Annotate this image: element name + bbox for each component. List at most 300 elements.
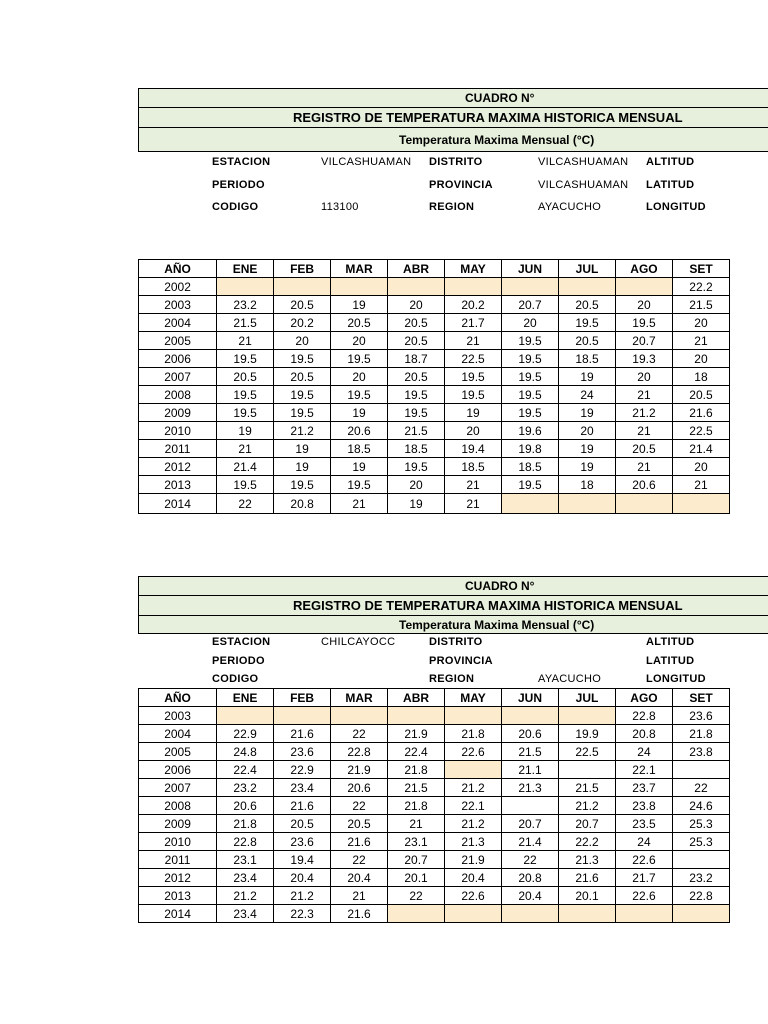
table-row: [139, 440, 730, 458]
value-cell: 19.3: [615, 350, 672, 368]
value-cell: [331, 278, 388, 296]
value-cell: 19.5: [274, 350, 331, 368]
value-cell: 21: [217, 440, 274, 458]
value-cell: 20.4: [331, 869, 388, 887]
value-cell: [672, 761, 729, 779]
value-cell: 21.1: [502, 761, 559, 779]
value-cell: 20.1: [559, 887, 616, 905]
year-cell: 2003: [139, 296, 217, 314]
value-cell: 20.5: [559, 332, 616, 350]
periodo-label: PERIODO: [212, 179, 265, 191]
value-cell: [502, 707, 559, 725]
value-cell: 20.5: [331, 815, 388, 833]
value-cell: 20.5: [672, 386, 729, 404]
value-cell: 18.5: [331, 440, 388, 458]
year-cell: 2005: [139, 743, 217, 761]
value-cell: [388, 707, 445, 725]
value-cell: [445, 278, 502, 296]
value-cell: 20: [559, 422, 616, 440]
value-cell: 24: [559, 386, 616, 404]
value-cell: 21.7: [615, 869, 672, 887]
cuadro-label: CUADRO N°: [465, 91, 535, 105]
value-cell: 21: [672, 476, 729, 494]
value-cell: 21.8: [445, 725, 502, 743]
value-cell: 19: [331, 296, 388, 314]
value-cell: 21.5: [672, 296, 729, 314]
year-cell: 2010: [139, 833, 217, 851]
year-cell: 2007: [139, 779, 217, 797]
value-cell: 20: [502, 314, 559, 332]
provincia-value: VILCASHUAMAN: [538, 179, 629, 191]
table-row: [139, 851, 730, 869]
longitud-label: LONGITUD: [646, 673, 706, 685]
value-cell: 21.6: [274, 725, 331, 743]
value-cell: 19.5: [274, 404, 331, 422]
year-cell: 2008: [139, 386, 217, 404]
value-cell: 21.8: [672, 725, 729, 743]
value-cell: [274, 707, 331, 725]
year-cell: 2006: [139, 350, 217, 368]
table-header-row: [139, 260, 730, 278]
value-cell: 22: [502, 851, 559, 869]
year-cell: 2009: [139, 404, 217, 422]
value-cell: 20.5: [217, 368, 274, 386]
station-block-chilcayocc: [138, 576, 768, 936]
provincia-label: PROVINCIA: [429, 655, 493, 667]
table-row: [139, 779, 730, 797]
value-cell: [672, 851, 729, 869]
value-cell: 22: [217, 494, 274, 514]
value-cell: 21.8: [388, 761, 445, 779]
year-cell: 2007: [139, 368, 217, 386]
value-cell: 19: [445, 404, 502, 422]
value-cell: 19.5: [274, 476, 331, 494]
value-cell: 22.8: [615, 707, 672, 725]
value-cell: 21.2: [559, 797, 616, 815]
value-cell: 20.5: [274, 815, 331, 833]
value-cell: 23.1: [217, 851, 274, 869]
value-cell: 21.2: [615, 404, 672, 422]
value-cell: [445, 761, 502, 779]
value-cell: 20.6: [615, 476, 672, 494]
value-cell: 23.8: [672, 743, 729, 761]
value-cell: [559, 278, 616, 296]
value-cell: 22.5: [445, 350, 502, 368]
region-label: REGION: [429, 201, 475, 213]
value-cell: 22: [672, 779, 729, 797]
value-cell: 23.4: [217, 869, 274, 887]
value-cell: 19.5: [502, 386, 559, 404]
value-cell: 18.5: [559, 350, 616, 368]
value-cell: 19: [331, 458, 388, 476]
value-cell: 21.5: [217, 314, 274, 332]
value-cell: 21: [615, 422, 672, 440]
value-cell: 22.4: [217, 761, 274, 779]
column-header-mar: MAR: [331, 689, 388, 707]
value-cell: 23.6: [274, 833, 331, 851]
column-header-year: AÑO: [139, 260, 217, 278]
data-table: [138, 688, 730, 923]
value-cell: 21: [331, 494, 388, 514]
column-header-abr: ABR: [388, 689, 445, 707]
value-cell: [502, 278, 559, 296]
value-cell: [615, 905, 672, 923]
value-cell: 20: [388, 476, 445, 494]
periodo-label: PERIODO: [212, 655, 265, 667]
value-cell: 21.4: [502, 833, 559, 851]
value-cell: 21: [445, 476, 502, 494]
estacion-label: ESTACION: [212, 636, 271, 648]
title-row: [138, 107, 768, 127]
value-cell: 20: [388, 296, 445, 314]
value-cell: 19: [559, 458, 616, 476]
cuadro-label: CUADRO N°: [465, 579, 535, 593]
value-cell: 20.4: [274, 869, 331, 887]
table-title: REGISTRO DE TEMPERATURA MAXIMA HISTORICA MENSUAL: [293, 110, 683, 125]
value-cell: 23.6: [672, 707, 729, 725]
year-cell: 2008: [139, 797, 217, 815]
value-cell: 20: [672, 314, 729, 332]
value-cell: [502, 494, 559, 514]
year-cell: 2011: [139, 851, 217, 869]
value-cell: 23.2: [672, 869, 729, 887]
table-row: [139, 278, 730, 296]
table-row: [139, 725, 730, 743]
value-cell: 21.4: [672, 440, 729, 458]
table-row: [139, 422, 730, 440]
value-cell: 22.9: [274, 761, 331, 779]
value-cell: [559, 707, 616, 725]
value-cell: 20.2: [274, 314, 331, 332]
table-row: [139, 797, 730, 815]
value-cell: 18.5: [388, 440, 445, 458]
value-cell: 22.5: [559, 743, 616, 761]
latitud-label: LATITUD: [646, 179, 695, 191]
subtitle-row: [138, 127, 768, 152]
value-cell: 19.5: [274, 386, 331, 404]
cuadro-header-row: [138, 576, 768, 595]
column-header-ene: ENE: [217, 260, 274, 278]
column-header-mar: MAR: [331, 260, 388, 278]
year-cell: 2013: [139, 887, 217, 905]
value-cell: 21.3: [445, 833, 502, 851]
value-cell: 19.6: [502, 422, 559, 440]
value-cell: [615, 278, 672, 296]
station-block-vilcashuaman: [138, 88, 768, 528]
value-cell: 19: [274, 440, 331, 458]
year-cell: 2010: [139, 422, 217, 440]
value-cell: 24: [615, 743, 672, 761]
year-cell: 2006: [139, 761, 217, 779]
value-cell: 25.3: [672, 833, 729, 851]
value-cell: 21: [217, 332, 274, 350]
value-cell: 19: [388, 494, 445, 514]
value-cell: 20: [672, 350, 729, 368]
value-cell: 23.2: [217, 779, 274, 797]
value-cell: 19.5: [388, 404, 445, 422]
value-cell: [331, 707, 388, 725]
value-cell: 19: [559, 368, 616, 386]
value-cell: 20: [274, 332, 331, 350]
altitud-label: ALTITUD: [646, 156, 695, 168]
value-cell: 22.4: [388, 743, 445, 761]
value-cell: 21.4: [217, 458, 274, 476]
value-cell: 20.7: [502, 296, 559, 314]
column-header-jun: JUN: [502, 689, 559, 707]
year-cell: 2011: [139, 440, 217, 458]
value-cell: 19.5: [217, 476, 274, 494]
value-cell: [559, 761, 616, 779]
value-cell: [445, 905, 502, 923]
value-cell: 21.9: [445, 851, 502, 869]
value-cell: 18.5: [502, 458, 559, 476]
table-row: [139, 386, 730, 404]
value-cell: 21.5: [388, 779, 445, 797]
estacion-value: CHILCAYOCC: [321, 636, 396, 648]
value-cell: 21.5: [502, 743, 559, 761]
value-cell: 22: [331, 725, 388, 743]
value-cell: [615, 494, 672, 514]
value-cell: 21.6: [274, 797, 331, 815]
value-cell: [217, 707, 274, 725]
value-cell: 20.5: [388, 332, 445, 350]
table-row: [139, 458, 730, 476]
column-header-year: AÑO: [139, 689, 217, 707]
value-cell: 19: [217, 422, 274, 440]
value-cell: 22.2: [559, 833, 616, 851]
value-cell: 19.5: [502, 404, 559, 422]
year-cell: 2014: [139, 905, 217, 923]
value-cell: 20: [615, 368, 672, 386]
value-cell: 20: [331, 368, 388, 386]
value-cell: 23.2: [217, 296, 274, 314]
value-cell: 23.1: [388, 833, 445, 851]
value-cell: 20.6: [331, 422, 388, 440]
provincia-label: PROVINCIA: [429, 179, 493, 191]
value-cell: 22.5: [672, 422, 729, 440]
table-row: [139, 368, 730, 386]
value-cell: 19: [559, 440, 616, 458]
distrito-value: VILCASHUAMAN: [538, 156, 629, 168]
year-cell: 2012: [139, 458, 217, 476]
table-title: REGISTRO DE TEMPERATURA MAXIMA HISTORICA MENSUAL: [293, 598, 683, 613]
value-cell: 21.2: [445, 779, 502, 797]
value-cell: 23.5: [615, 815, 672, 833]
value-cell: 24.8: [217, 743, 274, 761]
value-cell: [502, 905, 559, 923]
table-row: [139, 296, 730, 314]
value-cell: 19.4: [445, 440, 502, 458]
value-cell: 23.6: [274, 743, 331, 761]
altitud-label: ALTITUD: [646, 636, 695, 648]
value-cell: 19.5: [502, 332, 559, 350]
value-cell: 25.3: [672, 815, 729, 833]
value-cell: [559, 494, 616, 514]
value-cell: 20.5: [274, 368, 331, 386]
latitud-label: LATITUD: [646, 655, 695, 667]
codigo-value: 113100: [321, 201, 359, 213]
value-cell: 18: [672, 368, 729, 386]
column-header-abr: ABR: [388, 260, 445, 278]
table-row: [139, 905, 730, 923]
value-cell: 20.5: [274, 296, 331, 314]
column-header-ago: AGO: [615, 260, 672, 278]
value-cell: 21.5: [559, 779, 616, 797]
value-cell: 22.6: [445, 743, 502, 761]
value-cell: 19.5: [388, 458, 445, 476]
value-cell: 21: [445, 494, 502, 514]
value-cell: 24.6: [672, 797, 729, 815]
year-cell: 2013: [139, 476, 217, 494]
column-header-jul: JUL: [559, 260, 616, 278]
year-cell: 2009: [139, 815, 217, 833]
column-header-feb: FEB: [274, 260, 331, 278]
codigo-label: CODIGO: [212, 673, 259, 685]
value-cell: [559, 905, 616, 923]
value-cell: 22.8: [331, 743, 388, 761]
value-cell: [274, 278, 331, 296]
value-cell: 19.4: [274, 851, 331, 869]
value-cell: 19.5: [388, 386, 445, 404]
value-cell: [502, 797, 559, 815]
value-cell: 21: [672, 332, 729, 350]
column-header-set: SET: [672, 260, 729, 278]
value-cell: 20: [672, 458, 729, 476]
table-row: [139, 332, 730, 350]
value-cell: 19.5: [217, 404, 274, 422]
value-cell: [672, 905, 729, 923]
value-cell: 21: [615, 386, 672, 404]
value-cell: 21.3: [559, 851, 616, 869]
value-cell: 23.8: [615, 797, 672, 815]
value-cell: 22.8: [217, 833, 274, 851]
value-cell: 20.5: [388, 368, 445, 386]
value-cell: 19.5: [445, 368, 502, 386]
distrito-label: DISTRITO: [429, 156, 483, 168]
value-cell: 21.3: [502, 779, 559, 797]
table-header-row: [139, 689, 730, 707]
value-cell: 20.5: [615, 440, 672, 458]
table-row: [139, 743, 730, 761]
value-cell: 20.5: [388, 314, 445, 332]
value-cell: 21.6: [331, 905, 388, 923]
value-cell: 20.5: [331, 314, 388, 332]
value-cell: [445, 707, 502, 725]
table-row: [139, 404, 730, 422]
value-cell: 21.9: [388, 725, 445, 743]
value-cell: 20.7: [615, 332, 672, 350]
value-cell: 21.6: [672, 404, 729, 422]
table-row: [139, 707, 730, 725]
region-value: AYACUCHO: [538, 673, 602, 685]
value-cell: 22.9: [217, 725, 274, 743]
year-cell: 2012: [139, 869, 217, 887]
table-row: [139, 869, 730, 887]
table-row: [139, 815, 730, 833]
table-row: [139, 350, 730, 368]
value-cell: 19.5: [331, 350, 388, 368]
value-cell: 20.8: [274, 494, 331, 514]
value-cell: 21.7: [445, 314, 502, 332]
table-row: [139, 476, 730, 494]
value-cell: 21: [331, 887, 388, 905]
value-cell: 21: [445, 332, 502, 350]
value-cell: 20.4: [502, 887, 559, 905]
value-cell: 21.5: [388, 422, 445, 440]
value-cell: 21.8: [217, 815, 274, 833]
value-cell: 20.6: [502, 725, 559, 743]
value-cell: 20.2: [445, 296, 502, 314]
year-cell: 2004: [139, 314, 217, 332]
value-cell: 19.8: [502, 440, 559, 458]
value-cell: [388, 278, 445, 296]
value-cell: 21.2: [217, 887, 274, 905]
value-cell: 18: [559, 476, 616, 494]
distrito-label: DISTRITO: [429, 636, 483, 648]
value-cell: 21.2: [274, 887, 331, 905]
table-row: [139, 494, 730, 514]
year-cell: 2014: [139, 494, 217, 514]
value-cell: 22.6: [445, 887, 502, 905]
column-header-ago: AGO: [615, 689, 672, 707]
value-cell: 22.1: [615, 761, 672, 779]
value-cell: 19: [559, 404, 616, 422]
value-cell: 23.7: [615, 779, 672, 797]
year-cell: 2004: [139, 725, 217, 743]
table-subtitle: Temperatura Maxima Mensual (°C): [399, 618, 595, 632]
value-cell: 22.8: [672, 887, 729, 905]
value-cell: 21.6: [331, 833, 388, 851]
estacion-value: VILCASHUAMAN: [321, 156, 412, 168]
value-cell: 20.8: [615, 725, 672, 743]
value-cell: 20.7: [559, 815, 616, 833]
region-value: AYACUCHO: [538, 201, 602, 213]
value-cell: 19.5: [615, 314, 672, 332]
value-cell: [217, 278, 274, 296]
value-cell: 21.8: [388, 797, 445, 815]
value-cell: 22.6: [615, 851, 672, 869]
column-header-may: MAY: [445, 260, 502, 278]
value-cell: 22.1: [445, 797, 502, 815]
value-cell: 19.5: [502, 476, 559, 494]
value-cell: 21.6: [559, 869, 616, 887]
value-cell: 20.7: [388, 851, 445, 869]
value-cell: [388, 905, 445, 923]
value-cell: 21: [615, 458, 672, 476]
value-cell: 18.7: [388, 350, 445, 368]
column-header-may: MAY: [445, 689, 502, 707]
year-cell: 2002: [139, 278, 217, 296]
value-cell: 23.4: [217, 905, 274, 923]
value-cell: 21.9: [331, 761, 388, 779]
value-cell: 22: [388, 887, 445, 905]
column-header-set: SET: [672, 689, 729, 707]
value-cell: 19.5: [217, 386, 274, 404]
value-cell: 22.6: [615, 887, 672, 905]
column-header-ene: ENE: [217, 689, 274, 707]
value-cell: 20.7: [502, 815, 559, 833]
value-cell: 20.6: [331, 779, 388, 797]
table-row: [139, 761, 730, 779]
value-cell: 23.4: [274, 779, 331, 797]
value-cell: 20: [615, 296, 672, 314]
value-cell: 19: [331, 404, 388, 422]
title-row: [138, 595, 768, 615]
value-cell: 19: [274, 458, 331, 476]
value-cell: 20: [331, 332, 388, 350]
table-row: [139, 833, 730, 851]
value-cell: 22: [331, 851, 388, 869]
